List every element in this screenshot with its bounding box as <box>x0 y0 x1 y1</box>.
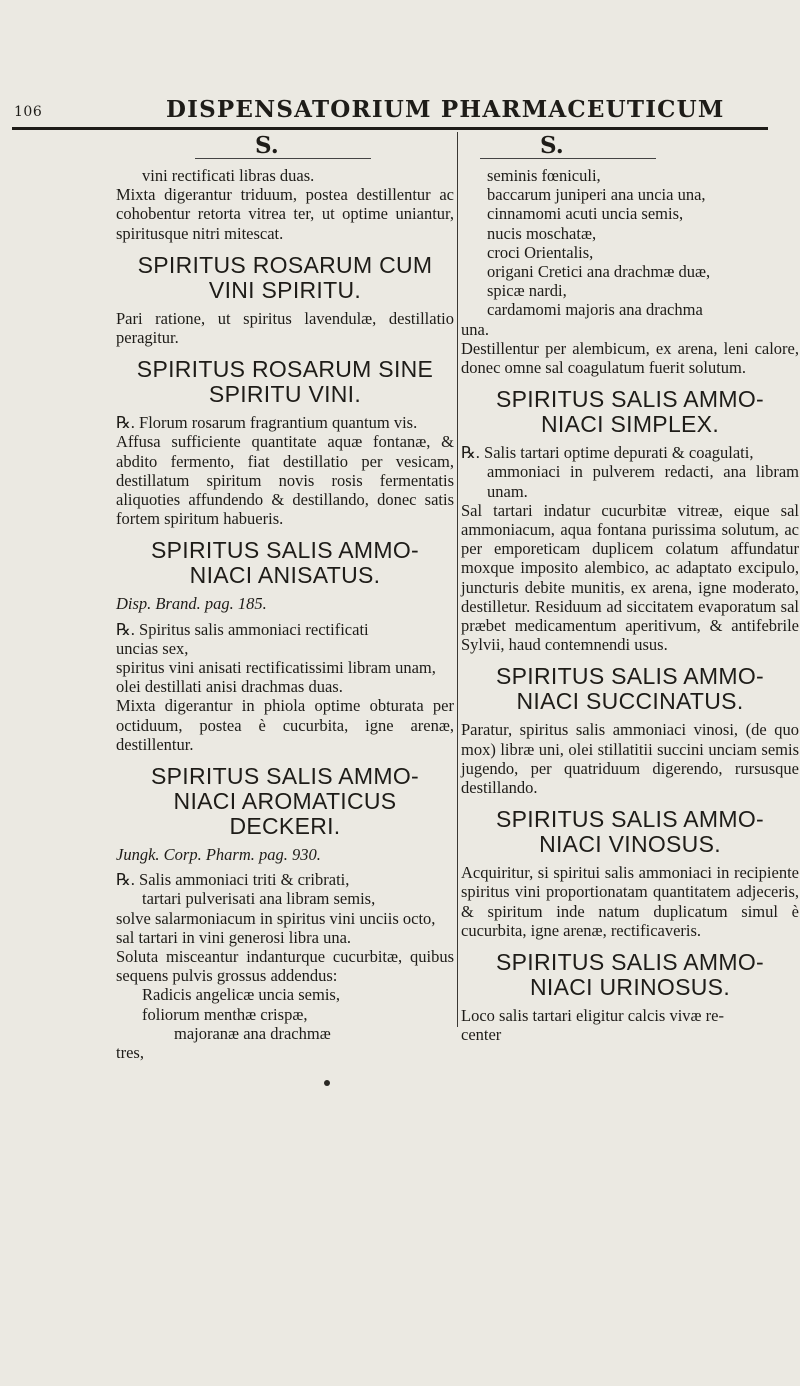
recipe-line: cinnamomi acuti uncia semis, <box>487 204 684 224</box>
heading-line: NIACI SIMPLEX. <box>540 411 720 438</box>
heading-line: SPIRITUS ROSARUM CUM <box>137 251 433 278</box>
recipe-line: sal tartari in vini generosi libra una. <box>116 927 352 947</box>
recipe-line: croci Orientalis, <box>487 242 594 262</box>
recipe-line: spiritus vini anisati rectificatissimi libram unam, <box>116 658 436 678</box>
recipe-line: majoranæ ana drachmæ <box>174 1023 331 1043</box>
right-section-letter: S. <box>540 132 564 159</box>
section-heading <box>116 764 454 839</box>
paragraph: Paratur, spiritus salis ammoniaci vinosi, (de quo mox) libræ uni, olei stillatitii succini unciam semis jugendo, per quatriduum digerendo, rursusque destillando. <box>461 720 799 798</box>
section-heading <box>116 253 454 303</box>
paragraph: Soluta misceantur indanturque cucurbitæ, quibus sequens pulvis grossus addendus: <box>116 947 454 986</box>
paragraph: Pari ratione, ut spiritus lavendulæ, destillatio peragitur. <box>116 308 454 348</box>
recipe-line: uncias sex, <box>116 638 189 658</box>
recipe-line: ℞. Florum rosarum fragrantium quantum vis. <box>116 413 418 433</box>
text-line: vini rectificati libras duas. <box>142 166 315 185</box>
recipe-line: tartari pulverisati ana libram semis, <box>142 889 376 909</box>
recipe-line: spicæ nardi, <box>487 281 567 301</box>
heading-line: NIACI VINOSUS. <box>539 831 721 858</box>
section-heading <box>461 950 799 1000</box>
recipe-line: ℞. Salis ammoniaci triti & cribrati, <box>116 870 350 890</box>
text-line: Loco salis tartari eligitur calcis vivæ re- <box>461 1006 724 1026</box>
heading-line: SPIRITU VINI. <box>208 381 362 408</box>
text-line: center <box>461 1025 502 1045</box>
recipe-line: ℞. Salis tartari optime depurati & coagulati, <box>461 443 754 463</box>
heading-line: VINI SPIRITU. <box>208 276 362 303</box>
heading-line: NIACI SUCCINATUS. <box>516 688 744 715</box>
heading-line: NIACI URINOSUS. <box>529 974 731 1001</box>
heading-line: NIACI ANISATUS. <box>189 562 381 589</box>
heading-line: NIACI AROMATICUS <box>173 788 397 815</box>
recipe-line: nucis moschatæ, <box>487 223 597 243</box>
paragraph: Acquiritur, si spiritui salis ammoniaci in recipiente spiritus vini proportionatam quantitatem adjeceris, & spiritum inde natum duplicatum simul è cucurbita, igne arenæ, rectificaveris. <box>461 863 799 940</box>
source-reference: Disp. Brand. pag. 185. <box>116 594 267 614</box>
heading-line: SPIRITUS ROSARUM SINE <box>136 356 434 383</box>
header-rule <box>12 127 768 130</box>
paragraph: Sal tartari indatur cucurbitæ vitreæ, eique sal ammoniacum, aqua fontana purissima solutum, ac per emporeticam duplicem colatum affundatur moxque imposito alembico, ac adaptato excipulo, juncturis debite munitis, ex arena, igne moderato, destilletur. Residuum ad siccitatem evaporatum sal præbet medicamentum aperitivum, & antifebrile Sylvii, haud contemnendi usus. <box>461 500 799 655</box>
section-heading <box>461 387 799 437</box>
page-number: 106 <box>14 104 43 120</box>
heading-line: SPIRITUS SALIS AMMO- <box>496 806 764 833</box>
source-reference: Jungk. Corp. Pharm. pag. 930. <box>116 845 321 865</box>
ink-spot <box>324 1080 330 1086</box>
heading-line: SPIRITUS SALIS AMMO- <box>496 949 764 976</box>
heading-line: SPIRITUS SALIS AMMO- <box>151 537 419 564</box>
recipe-line: foliorum menthæ crispæ, <box>142 1004 308 1024</box>
recipe-line: Radicis angelicæ uncia semis, <box>142 985 340 1005</box>
heading-line: DECKERI. <box>229 813 341 840</box>
paragraph: Affusa sufficiente quantitate aquæ fontanæ, & abdito fermento, fiat destillatio per vesicam, destillatum spiritum novis rosis fermentatis aliquoties affundendo & destillando, donec satis fortem spiritum habueris. <box>116 432 454 529</box>
right-column <box>461 166 799 1045</box>
recipe-line: seminis fœniculi, <box>487 166 601 185</box>
recipe-line: cardamomi majoris ana drachma <box>487 300 703 320</box>
heading-line: SPIRITUS SALIS AMMO- <box>496 386 764 413</box>
recipe-line: origani Cretici ana drachmæ duæ, <box>487 262 711 282</box>
section-heading <box>116 357 454 407</box>
left-column <box>116 166 454 1062</box>
paragraph: Mixta digerantur triduum, postea destillentur ac cohobentur retorta vitrea ter, ut optime uniantur, spiritusque nitri mitescat. <box>116 185 454 243</box>
running-title: DISPENSATORIUM PHARMACEUTICUM <box>166 96 725 123</box>
heading-line: SPIRITUS SALIS AMMO- <box>496 663 764 690</box>
recipe-line: olei destillati anisi drachmas duas. <box>116 677 343 697</box>
paragraph: Mixta digerantur in phiola optime obturata per octiduum, postea è cucurbita, igne arenæ, destillentur. <box>116 696 454 754</box>
heading-line: SPIRITUS SALIS AMMO- <box>151 763 419 790</box>
recipe-line: una. <box>461 319 489 339</box>
page-header <box>0 90 800 130</box>
recipe-line: baccarum juniperi ana uncia una, <box>487 185 706 205</box>
section-heading <box>116 538 454 588</box>
column-divider <box>457 132 458 1027</box>
left-section-letter: S. <box>255 132 279 159</box>
recipe-line: solve salarmoniacum in spiritus vini unciis octo, <box>116 908 436 928</box>
recipe-line: tres, <box>116 1043 144 1063</box>
recipe-line: ℞. Spiritus salis ammoniaci rectificati <box>116 619 369 639</box>
paragraph: Destillentur per alembicum, ex arena, leni calore, donec omne sal coagulatum fuerit solutum. <box>461 338 799 378</box>
recipe-line: ammoniaci in pulverem redacti, ana libram unam. <box>487 462 799 501</box>
section-heading <box>461 807 799 857</box>
section-heading <box>461 664 799 714</box>
